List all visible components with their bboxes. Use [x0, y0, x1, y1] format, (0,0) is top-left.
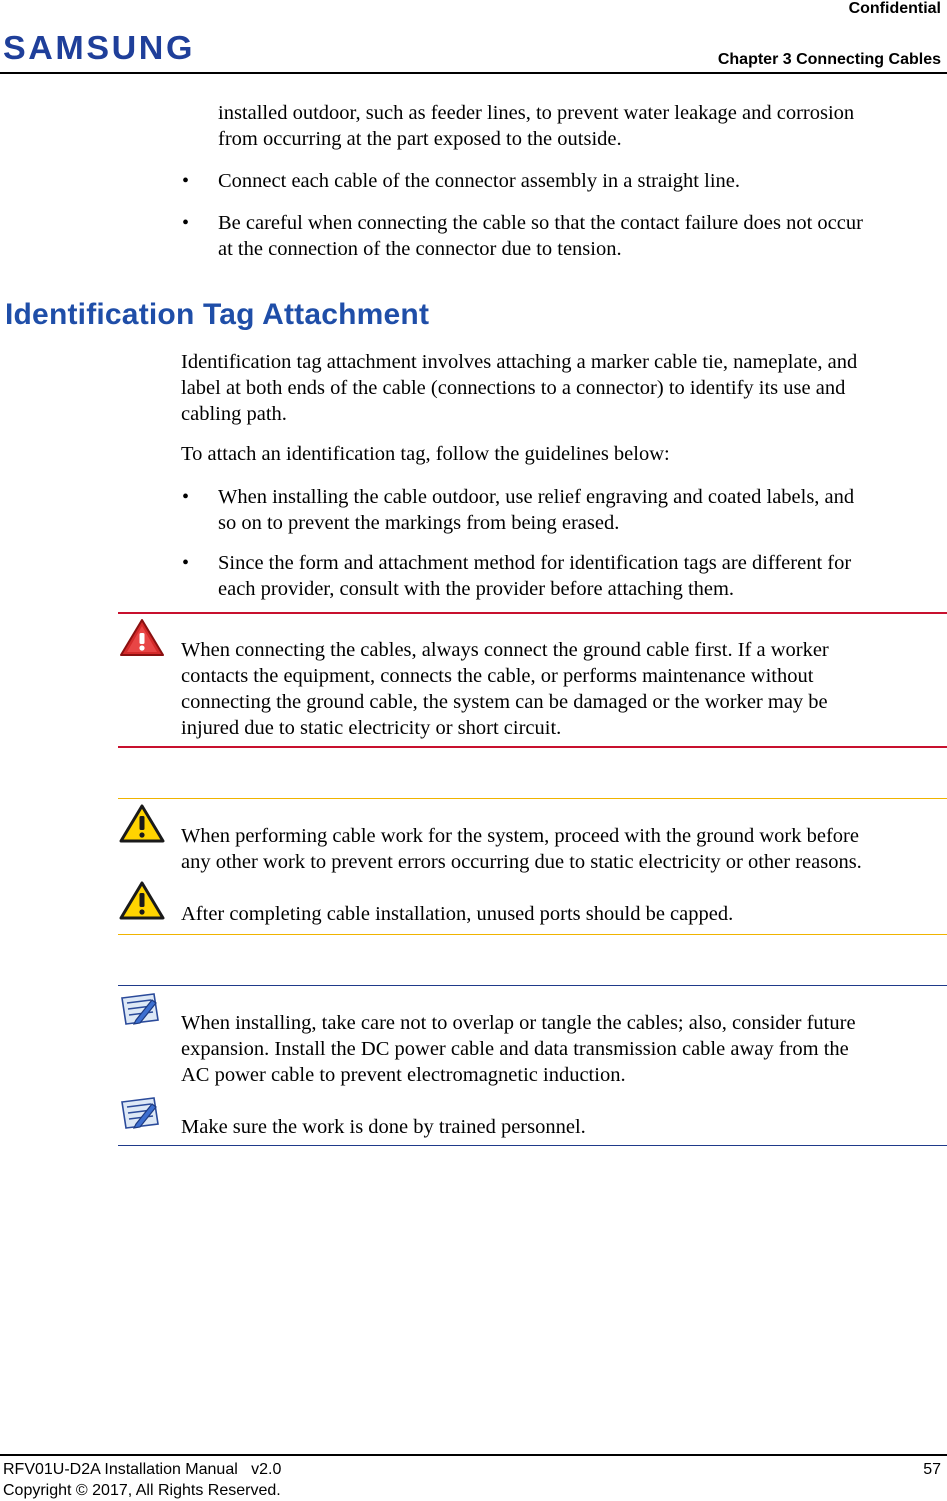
- confidential-label: Confidential: [848, 0, 941, 17]
- footer-copyright: Copyright © 2017, All Rights Reserved.: [3, 1482, 281, 1499]
- section-bullet-text: so on to prevent the markings from being erased.: [218, 512, 620, 534]
- section-paragraph-line: Identification tag attachment involves attaching a marker cable tie, nameplate, and: [181, 351, 858, 373]
- intro-bullet-text: at the connection of the connector due to tension.: [218, 238, 622, 260]
- intro-bullet-text: Connect each cable of the connector assembly in a straight line.: [218, 170, 740, 192]
- bullet-marker: •: [182, 552, 190, 574]
- caution-text-line: When performing cable work for the system, proceed with the ground work before: [181, 825, 859, 847]
- intro-text-line: installed outdoor, such as feeder lines, to prevent water leakage and corrosion: [218, 102, 855, 124]
- note-text-line: AC power cable to prevent electromagnetic induction.: [181, 1064, 626, 1086]
- intro-bullet-text: Be careful when connecting the cable so that the contact failure does not occur: [218, 212, 863, 234]
- danger-top-rule: [118, 612, 947, 614]
- caution-warning-icon: [118, 803, 166, 845]
- bullet-marker: •: [182, 212, 190, 234]
- section-bullet-text: When installing the cable outdoor, use relief engraving and coated labels, and: [218, 486, 855, 508]
- caution-text-line: any other work to prevent errors occurring due to static electricity or other reasons.: [181, 851, 862, 873]
- section-bullet-text: each provider, consult with the provider before attaching them.: [218, 578, 735, 600]
- note-pencil-icon: [118, 990, 162, 1028]
- caution-bottom-rule: [118, 934, 947, 935]
- caution-warning-icon: [118, 880, 166, 922]
- note-text-line: Make sure the work is done by trained personnel.: [181, 1116, 586, 1138]
- note-text-line: expansion. Install the DC power cable and data transmission cable away from the: [181, 1038, 849, 1060]
- samsung-logo: [3, 32, 197, 62]
- danger-warning-icon: [118, 617, 166, 659]
- note-text-line: When installing, take care not to overlap or tangle the cables; also, consider future: [181, 1012, 856, 1034]
- danger-bottom-rule: [118, 746, 947, 748]
- note-top-rule: [118, 985, 947, 986]
- section-bullet-text: Since the form and attachment method for identification tags are different for: [218, 552, 852, 574]
- bullet-marker: •: [182, 486, 190, 508]
- header-divider: [0, 72, 947, 74]
- note-bottom-rule: [118, 1145, 947, 1146]
- intro-text-line: from occurring at the part exposed to the outside.: [218, 128, 622, 150]
- danger-text-line: connecting the ground cable, the system can be damaged or the worker may be: [181, 691, 828, 713]
- section-paragraph-line: To attach an identification tag, follow the guidelines below:: [181, 443, 670, 465]
- footer-manual-title: RFV01U-D2A Installation Manual v2.0: [3, 1461, 282, 1478]
- danger-text-line: injured due to static electricity or short circuit.: [181, 717, 562, 739]
- footer-divider: [0, 1454, 947, 1456]
- note-pencil-icon: [118, 1094, 162, 1132]
- samsung-logo-text: SAMSUNG: [3, 32, 195, 62]
- chapter-title: Chapter 3 Connecting Cables: [717, 51, 941, 68]
- section-paragraph-line: label at both ends of the cable (connections to a connector) to identify its use and: [181, 377, 846, 399]
- danger-text-line: When connecting the cables, always connect the ground cable first. If a worker: [181, 639, 829, 661]
- caution-text-line: After completing cable installation, unused ports should be capped.: [181, 903, 734, 925]
- section-paragraph-line: cabling path.: [181, 403, 287, 425]
- caution-top-rule: [118, 798, 947, 799]
- bullet-marker: •: [182, 170, 190, 192]
- section-heading: Identification Tag Attachment: [5, 298, 430, 331]
- danger-text-line: contacts the equipment, connects the cable, or performs maintenance without: [181, 665, 814, 687]
- footer-page-number: 57: [923, 1461, 941, 1478]
